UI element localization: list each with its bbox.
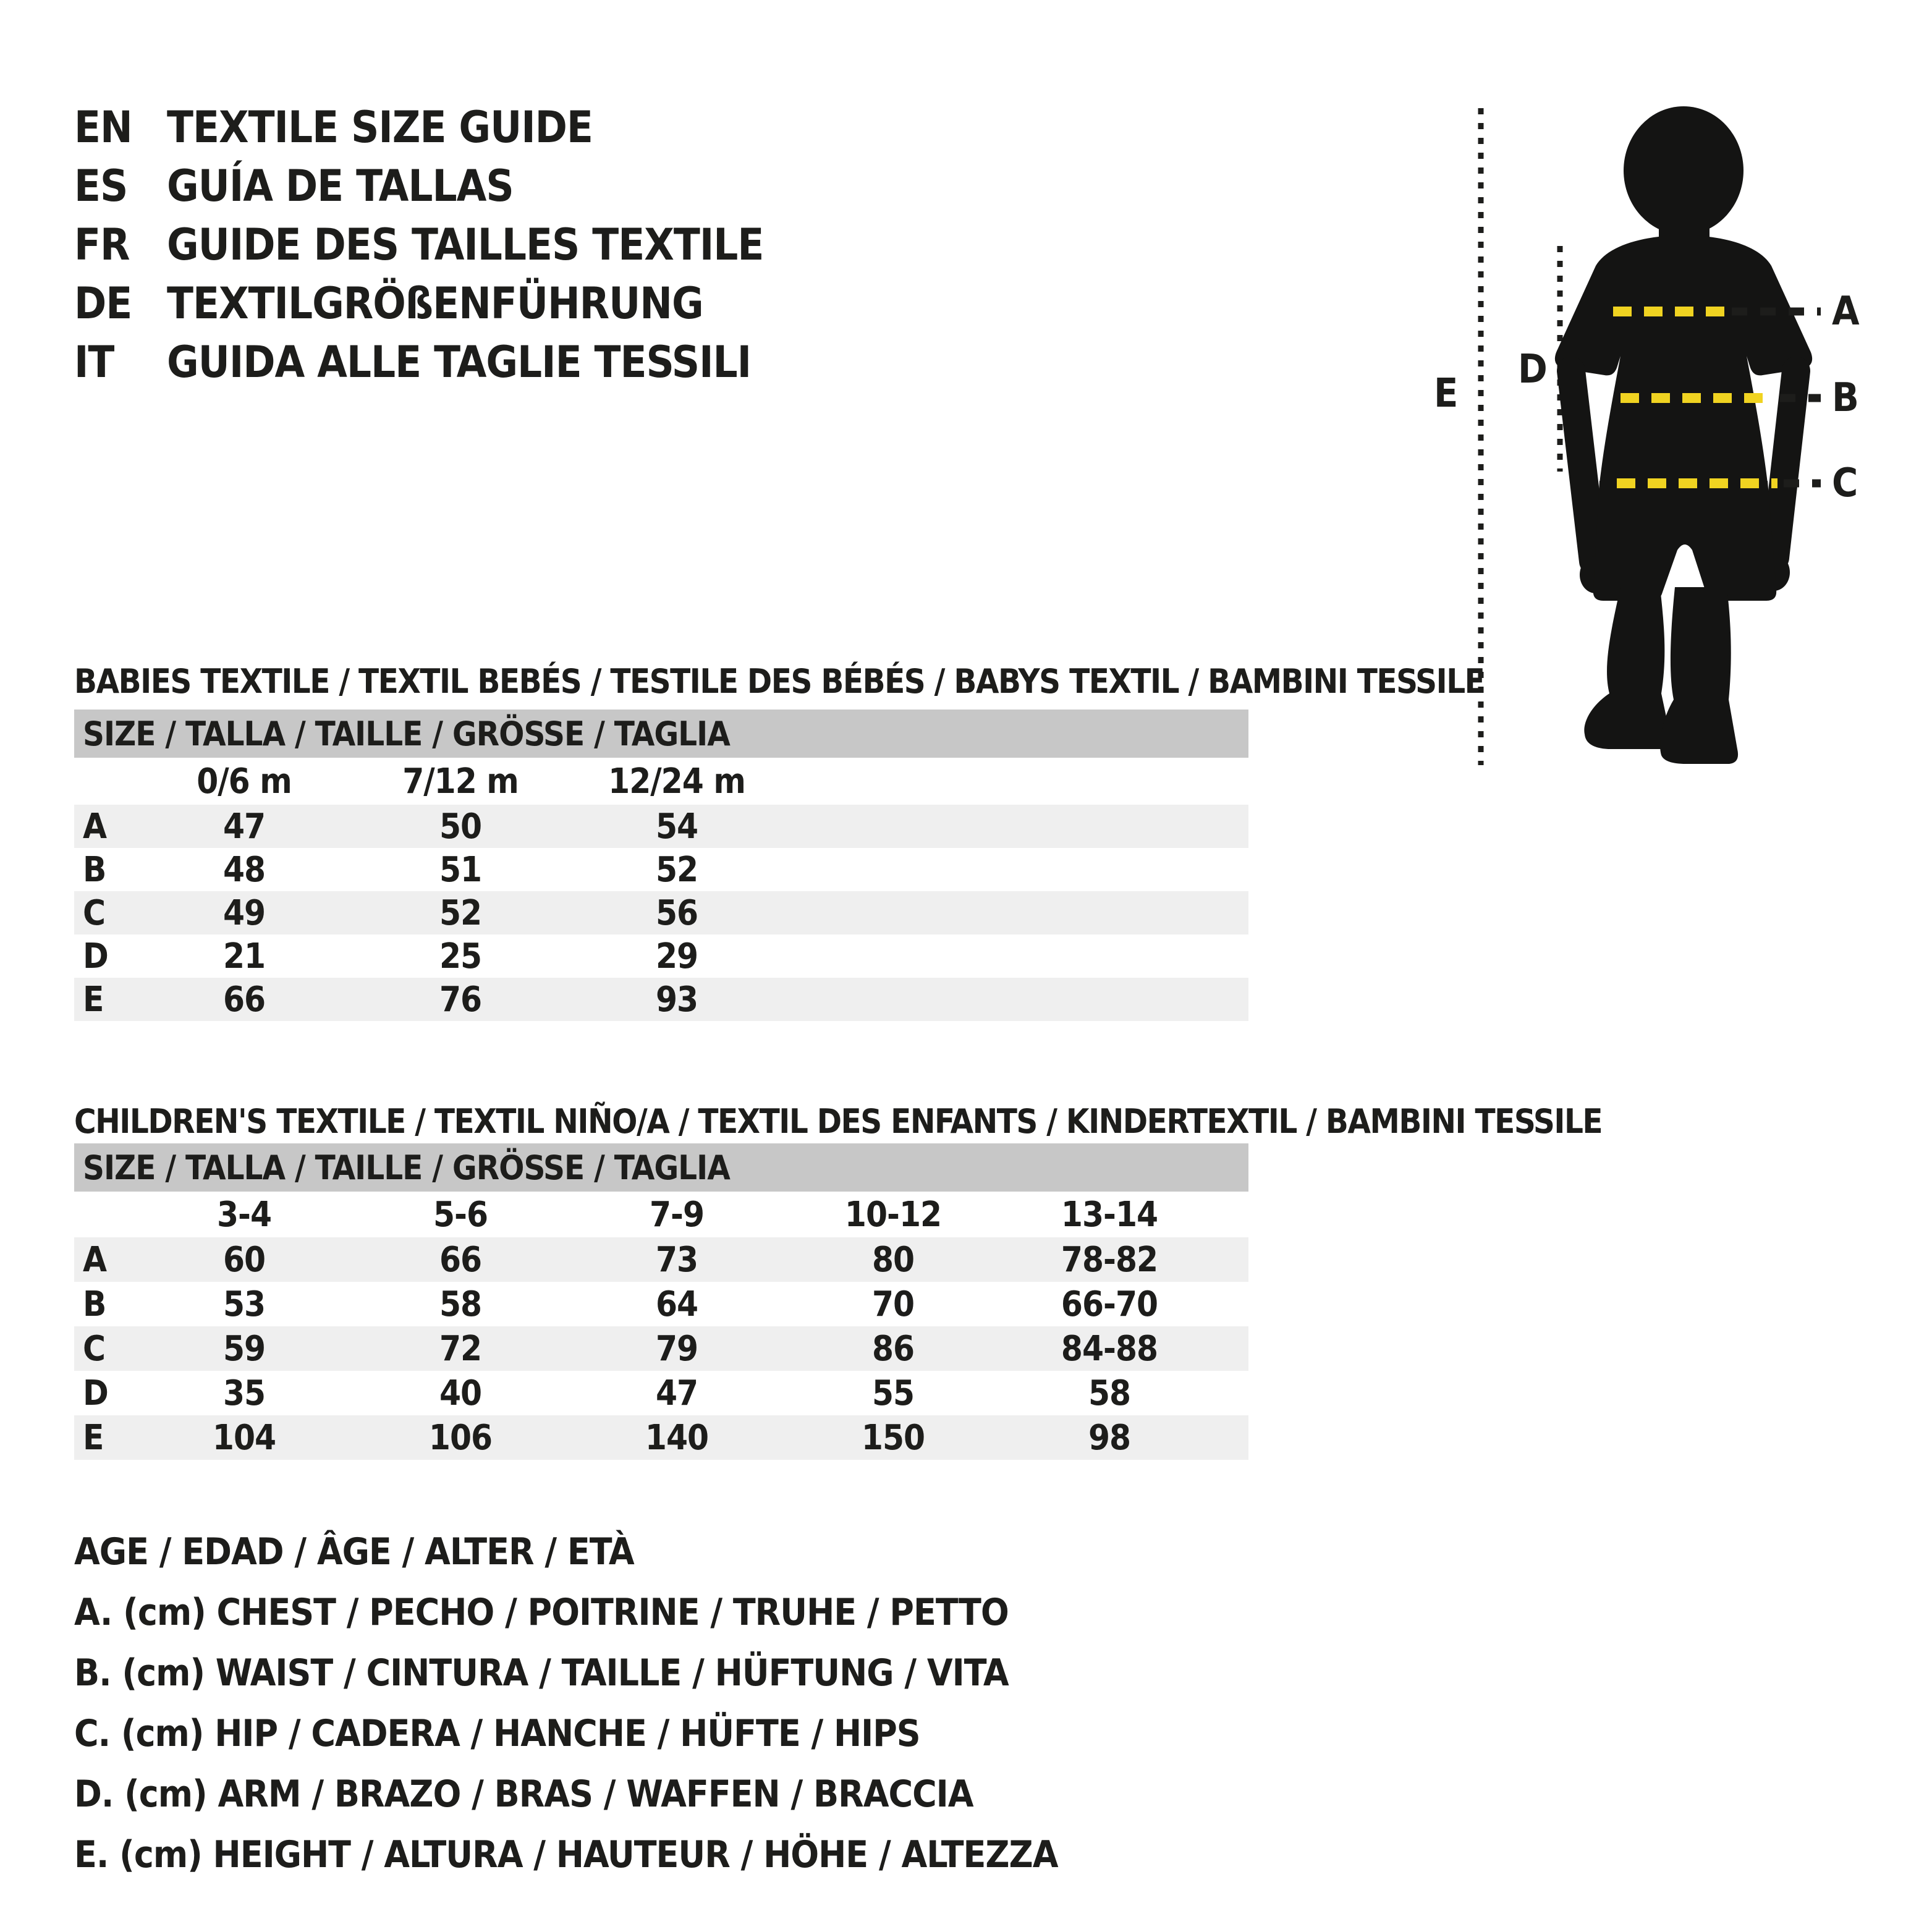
value-cell: 79: [655, 1328, 698, 1369]
value-cell: 54: [655, 806, 698, 847]
value-cell: 66: [439, 1239, 482, 1280]
babies-column-header: 12/24 m: [608, 761, 745, 802]
waist-label-B: B: [1832, 375, 1859, 421]
row-label: C: [83, 1328, 106, 1369]
language-row-de: [74, 274, 763, 333]
babies-column-header: 7/12 m: [402, 761, 519, 802]
value-cell: 55: [871, 1373, 915, 1413]
language-guide-title: TEXTILGRÖßENFÜHRUNG: [167, 278, 703, 329]
children-row-E: [74, 1415, 1248, 1460]
babies-row-E: [74, 978, 1248, 1021]
hip-label-C: C: [1832, 460, 1858, 506]
language-code: FR: [74, 219, 130, 270]
children-column-header: 3-4: [216, 1194, 272, 1235]
language-guide-title: GUIDE DES TAILLES TEXTILE: [167, 219, 764, 270]
language-row-es: [74, 156, 763, 215]
value-cell: 51: [439, 849, 482, 890]
legend-line-4: D. (cm) ARM / BRAZO / BRAS / WAFFEN / BRACCIA: [74, 1773, 973, 1816]
babies-section-title: BABIES TEXTILE / TEXTIL BEBÉS / TESTILE DES BÉBÉS / BABYS TEXTIL / BAMBINI TESSILE: [74, 661, 1485, 701]
row-label: B: [83, 849, 107, 890]
value-cell: 150: [861, 1417, 925, 1458]
value-cell: 47: [222, 806, 266, 847]
language-code: EN: [74, 101, 132, 153]
value-cell: 80: [871, 1239, 915, 1280]
value-cell: 73: [655, 1239, 698, 1280]
row-label: D: [83, 936, 109, 977]
children-row-C: [74, 1326, 1248, 1371]
value-cell: 70: [871, 1284, 915, 1324]
row-label: E: [83, 979, 104, 1020]
children-section-title: CHILDREN'S TEXTILE / TEXTIL NIÑO/A / TEXTIL DES ENFANTS / KINDERTEXTIL / BAMBINI TESSILE: [74, 1101, 1603, 1141]
language-code: IT: [74, 336, 114, 388]
language-row-fr: [74, 215, 763, 274]
language-row-it: [74, 333, 763, 391]
value-cell: 98: [1088, 1417, 1131, 1458]
height-label-E: E: [1434, 371, 1459, 417]
value-cell: 47: [655, 1373, 698, 1413]
children-column-header: 5-6: [433, 1194, 488, 1235]
value-cell: 40: [439, 1373, 482, 1413]
children-column-header: 10-12: [844, 1194, 942, 1235]
legend-line-0: AGE / EDAD / ÂGE / ALTER / ETÀ: [74, 1530, 634, 1574]
value-cell: 59: [222, 1328, 266, 1369]
babies-size-header-bar: SIZE / TALLA / TAILLE / GRÖSSE / TAGLIA: [74, 710, 1248, 758]
babies-table: [74, 805, 1248, 1021]
value-cell: 106: [428, 1417, 493, 1458]
legend-line-5: E. (cm) HEIGHT / ALTURA / HAUTEUR / HÖHE / ALTEZZA: [74, 1833, 1058, 1876]
value-cell: 72: [439, 1328, 482, 1369]
value-cell: 50: [439, 806, 482, 847]
babies-column-header: 0/6 m: [197, 761, 292, 802]
value-cell: 48: [222, 849, 266, 890]
children-row-A: [74, 1237, 1248, 1282]
value-cell: 93: [655, 979, 698, 1020]
row-label: A: [83, 806, 107, 847]
value-cell: 25: [439, 936, 482, 977]
language-list: [74, 98, 763, 391]
value-cell: 52: [439, 892, 482, 933]
language-code: ES: [74, 160, 128, 211]
value-cell: 64: [655, 1284, 698, 1324]
measurement-legend: [74, 1522, 1057, 1885]
value-cell: 66: [222, 979, 266, 1020]
legend-line-3: C. (cm) HIP / CADERA / HANCHE / HÜFTE / HIPS: [74, 1712, 920, 1755]
value-cell: 86: [871, 1328, 915, 1369]
children-size-header-bar: SIZE / TALLA / TAILLE / GRÖSSE / TAGLIA: [74, 1143, 1248, 1192]
row-label: D: [83, 1373, 109, 1413]
babies-row-C: [74, 891, 1248, 934]
children-column-header: 7-9: [649, 1194, 705, 1235]
children-row-B: [74, 1282, 1248, 1326]
chest-label-A: A: [1832, 289, 1860, 334]
value-cell: 21: [222, 936, 266, 977]
value-cell: 58: [439, 1284, 482, 1324]
babies-row-B: [74, 848, 1248, 891]
value-cell: 49: [222, 892, 266, 933]
children-column-header-row: [74, 1192, 1248, 1237]
children-column-headers: [74, 1192, 1248, 1237]
value-cell: 84-88: [1061, 1328, 1158, 1369]
language-guide-title: TEXTILE SIZE GUIDE: [167, 101, 593, 153]
babies-row-A: [74, 805, 1248, 848]
value-cell: 52: [655, 849, 698, 890]
row-label: C: [83, 892, 106, 933]
value-cell: 66-70: [1061, 1284, 1158, 1324]
language-code: DE: [74, 278, 132, 329]
child-silhouette: [1555, 106, 1812, 764]
value-cell: 58: [1088, 1373, 1131, 1413]
value-cell: 29: [655, 936, 698, 977]
children-row-D: [74, 1371, 1248, 1415]
value-cell: 35: [222, 1373, 266, 1413]
value-cell: 104: [212, 1417, 276, 1458]
language-guide-title: GUIDA ALLE TAGLIE TESSILI: [167, 336, 752, 388]
value-cell: 140: [645, 1417, 709, 1458]
language-row-en: [74, 98, 763, 156]
babies-column-header-row: [74, 758, 1248, 805]
children-column-header: 13-14: [1061, 1194, 1158, 1235]
value-cell: 56: [655, 892, 698, 933]
row-label: B: [83, 1284, 107, 1324]
arm-label-D: D: [1518, 347, 1548, 392]
children-table: [74, 1237, 1248, 1460]
value-cell: 78-82: [1061, 1239, 1158, 1280]
legend-line-1: A. (cm) CHEST / PECHO / POITRINE / TRUHE / PETTO: [74, 1591, 1009, 1634]
legend-line-2: B. (cm) WAIST / CINTURA / TAILLE / HÜFTUNG / VITA: [74, 1651, 1009, 1695]
row-label: A: [83, 1239, 107, 1280]
value-cell: 60: [222, 1239, 266, 1280]
babies-column-headers: [74, 758, 1248, 805]
row-label: E: [83, 1417, 104, 1458]
babies-row-D: [74, 934, 1248, 978]
value-cell: 53: [222, 1284, 266, 1324]
value-cell: 76: [439, 979, 482, 1020]
language-guide-title: GUÍA DE TALLAS: [167, 160, 514, 211]
